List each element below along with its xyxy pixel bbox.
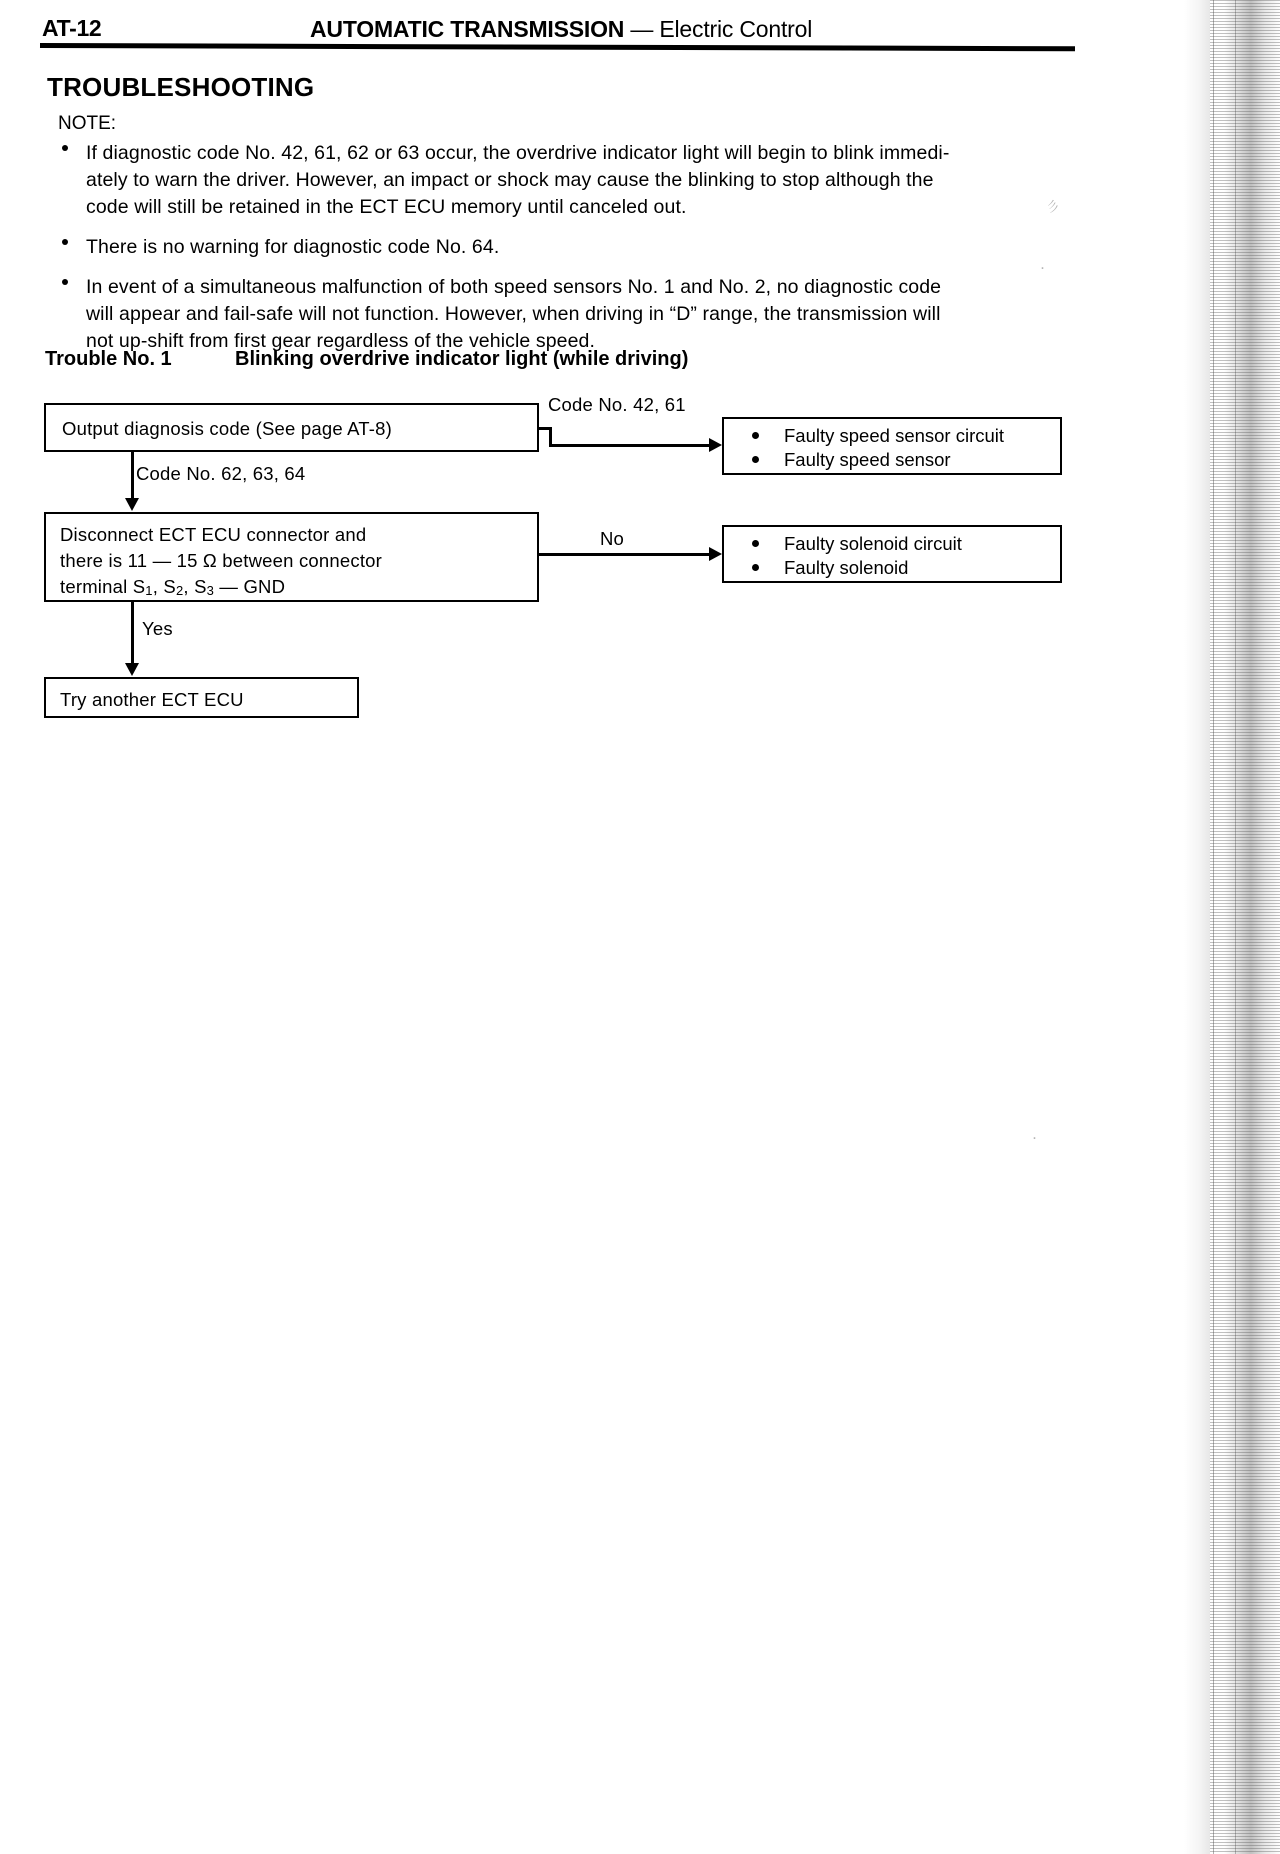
terminal-subscript: 1 [145,583,153,598]
note-line: code will still be retained in the ECT ECU memory until canceled out. [86,196,687,218]
fault-item [750,424,1004,448]
scan-smudge: ･ [1040,264,1045,275]
flow-text-line [60,548,382,574]
fault-label: Faulty speed sensor circuit [784,425,1005,446]
fault-label: Faulty solenoid circuit [784,533,962,554]
fault-list [750,532,962,580]
bullet-icon [752,432,759,439]
page-folio: AT-12 [42,15,102,41]
flow-box-try-another-ecu [44,677,359,718]
flow-box-disconnect-text [60,522,382,604]
trouble-number: Trouble No. 1 [45,348,172,370]
edge-label-code-62-63-64: Code No. 62, 63, 64 [136,463,306,484]
flow-box-speed-sensor-faults [722,417,1062,475]
flow-text-seg: terminal S [60,576,146,597]
running-head-dash: — [624,16,660,42]
note-line: ately to warn the driver. However, an impact or shock may cause the blinking to stop although the [86,169,934,191]
note-label: NOTE: [58,113,117,134]
arrow-icon [125,663,139,676]
fault-item [750,556,962,580]
connector-line [131,452,134,500]
fault-label: Faulty solenoid [784,557,909,578]
fault-list [750,424,1004,472]
scan-smudge: ･ [1032,1134,1037,1145]
bullet-icon [752,540,759,547]
flow-text-line [60,574,382,604]
terminal-subscript: 3 [206,583,215,598]
flow-box-output-diagnosis [44,403,539,452]
flow-text-line: Disconnect ECT ECU connector and [60,524,367,545]
terminal-subscript: 2 [175,583,184,598]
connector-line [539,553,712,556]
fault-item [750,532,962,556]
page-title: TROUBLESHOOTING [47,72,315,102]
running-head-main: AUTOMATIC TRANSMISSION [310,16,625,42]
note-line: not up-shift from first gear regardless of the vehicle speed. [86,330,596,352]
note-line: If diagnostic code No. 42, 61, 62 or 63 occur, the overdrive indicator light will begin to blink immedi- [86,142,950,164]
note-line: In event of a simultaneous malfunction of both speed sensors No. 1 and No. 2, no diagnostic code [86,276,942,298]
edge-label-no: No [600,528,625,549]
bullet-icon [752,456,759,463]
arrow-icon [709,438,722,452]
note-line: will appear and fail-safe will not function. However, when driving in “D” range, the transmission will [86,303,941,325]
flow-text-seg: — 15 Ω between connector [152,550,383,571]
arrow-icon [709,547,722,561]
arrow-icon [125,498,139,511]
note-line: There is no warning for diagnostic code No. 64. [86,236,500,258]
trouble-description: Blinking overdrive indicator light (while driving) [235,348,689,370]
flow-box-try-label: Try another ECT ECU [60,689,244,710]
bullet-icon [752,564,759,571]
flow-text-seg: — GND [214,576,286,597]
connector-line [131,602,134,664]
scan-smudge: 彡 [1044,197,1062,216]
flow-box-output-label: Output diagnosis code (See page AT-8) [62,418,392,439]
flow-box-disconnect-ecu [44,512,539,602]
running-head-sub: Electric Control [659,16,813,42]
edge-label-yes: Yes [142,618,173,639]
fault-item [750,448,1004,472]
fault-label: Faulty speed sensor [784,449,951,470]
connector-line [549,444,712,447]
edge-label-code-42-61: Code No. 42, 61 [548,394,686,415]
flow-text-seg: , S [152,576,176,597]
flow-text-seg: , S [183,576,207,597]
flow-text-seg: there is 11 [60,550,153,571]
flow-box-solenoid-faults [722,525,1062,583]
